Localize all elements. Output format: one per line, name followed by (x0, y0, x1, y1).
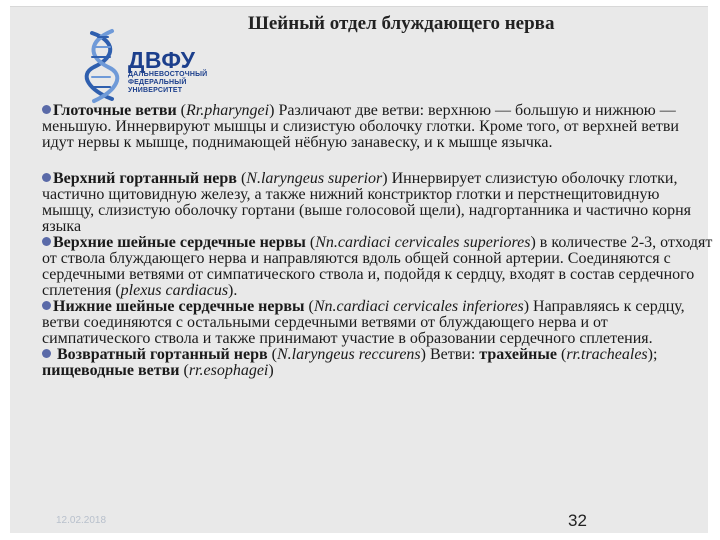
text: ) Различают две ветви: верхнюю — большую и нижнюю — меньшую. Иннервируют мышцы и слизистую оболочку глотки. Кроме того, от верхней ветви идут нервы к мышце, поднимающей нёбную занавеску, и к мышце язычка. (42, 102, 679, 151)
text: ( (556, 346, 567, 363)
bullet-icon (42, 349, 51, 358)
footer-date: 12.02.2018 (56, 515, 107, 526)
latin-term: Nn.cardiaci cervicales inferiores (313, 298, 524, 315)
logo-name: ДВФУ (128, 47, 196, 73)
text: ). (228, 282, 238, 299)
text: ); (647, 346, 658, 363)
paragraph-pharyngeal (42, 103, 714, 151)
logo-text (128, 49, 207, 95)
paragraph-recurrent-laryngeal (42, 347, 714, 379)
term: Возвратный гортанный нерв (53, 346, 268, 363)
text: ) Ветви: (420, 346, 480, 363)
text: ( (176, 102, 186, 119)
text: ( (236, 170, 247, 187)
text: ) Направляясь к сердцу, ветви соединяются с остальными сердечными ветвями от блуждающего нерва и от симпатического ствола и также принимают участие в образовании сердечного сплетения. (42, 298, 685, 347)
logo-sub-2: ФЕДЕРАЛЬНЫЙ (128, 79, 187, 86)
paragraph-superior-laryngeal (42, 171, 714, 235)
text: ( (304, 298, 314, 315)
text: ) в количестве 2-3, отходят от ствола блуждающего нерва и направляются вдоль общей сонной артерии. Соединяются с сердечными ветвями от симпатического ствола и, подойдя к сердцу, входят в состав сердечного сплетения ( (42, 234, 713, 299)
page-number: 32 (568, 511, 587, 530)
latin-term: rr.tracheales (566, 346, 648, 363)
text: ) (268, 362, 274, 379)
term: Нижние шейные сердечные нервы (53, 298, 305, 315)
latin-term: plexus cardiacus (120, 282, 229, 299)
latin-term: Nn.cardiaci cervicales superiores (315, 234, 531, 251)
term: Глоточные ветви (53, 102, 177, 119)
paragraph-superior-cardiac (42, 235, 714, 299)
content (42, 103, 714, 379)
text: ( (305, 234, 316, 251)
logo-sub-3: УНИВЕРСИТЕТ (128, 87, 183, 94)
bullet-icon (42, 301, 51, 310)
term: Верхний гортанный нерв (53, 170, 237, 187)
latin-term: rr.esophagei (188, 362, 269, 379)
slide (10, 6, 713, 533)
bullet-icon (42, 173, 51, 182)
term: Верхние шейные сердечные нервы (53, 234, 306, 251)
bullet-icon (42, 105, 51, 114)
text: ( (267, 346, 277, 363)
page-title: Шейный отдел блуждающего нерва (248, 13, 555, 34)
term: трахейные (479, 346, 557, 363)
latin-term: N.laryngeus superior (246, 170, 383, 187)
logo-sub-1: ДАЛЬНЕВОСТОЧНЫЙ (128, 71, 208, 78)
term: пищеводные ветви (42, 362, 180, 379)
paragraph-inferior-cardiac (42, 299, 714, 347)
latin-term: Rr.pharyngei (186, 102, 270, 119)
latin-term: N.laryngeus reccurens (276, 346, 421, 363)
text: ) Иннервирует слизистую оболочку глотки, частично щитовидную железу, а также нижний констриктор глотки и перстнещитовидную мышцу, слизистую оболочку гортани (выше голосовой щели), надгортанника и частично корня языка (42, 170, 692, 235)
text: ( (179, 362, 189, 379)
bullet-icon (42, 237, 51, 246)
